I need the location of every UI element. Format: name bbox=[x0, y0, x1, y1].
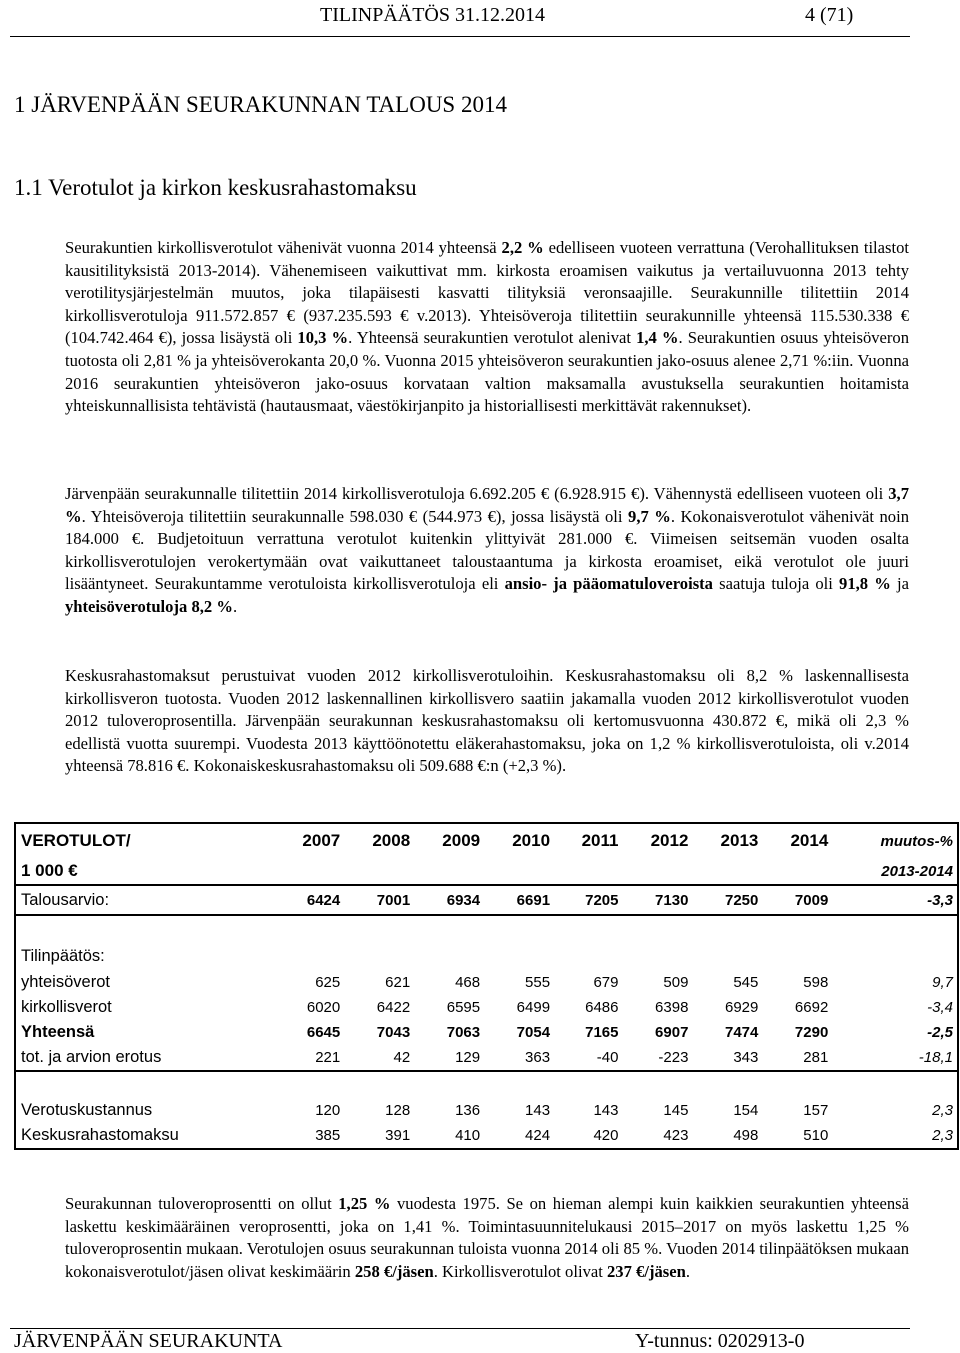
year-header: 2010 bbox=[512, 831, 551, 850]
row-label: yhteisöverot bbox=[21, 973, 110, 991]
cell: 6020 bbox=[306, 999, 341, 1016]
table-row bbox=[15, 995, 958, 1020]
change-header: muutos-% bbox=[880, 832, 953, 850]
year-header: 2007 bbox=[302, 831, 341, 850]
bold-text-run: 258 €/jäsen bbox=[354, 1261, 434, 1281]
cell: 410 bbox=[455, 1127, 481, 1144]
table-spacer bbox=[15, 915, 958, 942]
text-run: . bbox=[232, 596, 238, 616]
cell: 7043 bbox=[376, 1024, 411, 1041]
cell: 679 bbox=[593, 974, 619, 991]
cell: 6398 bbox=[655, 999, 689, 1016]
cell: 7205 bbox=[556, 885, 624, 915]
footer-business-id: Y-tunnus: 0202913-0 bbox=[635, 1330, 805, 1352]
cell: 555 bbox=[525, 974, 551, 991]
bold-text-run: 9,7 % bbox=[628, 506, 671, 526]
cell: 7290 bbox=[794, 1024, 829, 1041]
section-heading: 1.1 Verotulot ja kirkon keskusrahastomaksu bbox=[14, 175, 417, 200]
cell: 128 bbox=[385, 1102, 411, 1119]
cell: 6595 bbox=[446, 999, 481, 1016]
paragraph-tax-revenue-overview bbox=[65, 237, 909, 418]
bold-text-run: 2,2 % bbox=[501, 238, 544, 257]
document-title: TILINPÄÄTÖS 31.12.2014 bbox=[320, 4, 545, 26]
cell: 391 bbox=[385, 1127, 411, 1144]
cell: 6907 bbox=[655, 1024, 689, 1041]
cell: 7063 bbox=[446, 1024, 481, 1041]
change-period: 2013-2014 bbox=[881, 862, 953, 880]
cell: 545 bbox=[733, 974, 759, 991]
year-header: 2011 bbox=[581, 831, 619, 850]
cell: 6934 bbox=[416, 885, 486, 915]
cell: 6499 bbox=[516, 999, 551, 1016]
bold-text-run: 91,8 % bbox=[839, 574, 891, 594]
cell: 363 bbox=[525, 1049, 551, 1066]
table-title: VEROTULOT/ bbox=[21, 831, 131, 850]
text-run: . Yhteisöveroja tilitettiin seurakunnalle 598.030 € (544.973 €), jossa lisäystä oli bbox=[81, 506, 629, 526]
row-label: Tilinpäätös: bbox=[21, 946, 105, 965]
cell: 7165 bbox=[585, 1024, 619, 1041]
text-run: Keskusrahastomaksut perustuivat vuoden 2012 kirkollisverotuloihin. Keskusrahastomaksu oli 8,2 % laskennallisesta kirkollisveron tuotosta. Vuoden 2012 laskennallinen kirkollisvero saatiin jakamalla vuoden 2012 kirkollisverotulot vuoden 2012 tuloveroprosentilla. Järvenpään seurakunnan keskusrahastomaksu oli kertomusvuonna 430.872 €, mikä oli 2,3 % edellistä vuotta suurempi. Vuodesta 2013 käyttöönotettu eläkerahastomaksu, joka on 1,2 % kirkollisverotuloista, oli v.2014 yhteensä 78.816 €. Kokonaiskeskusrahastomaksu oli 509.688 €:n (+2,3 %). bbox=[65, 666, 909, 776]
table-header-row-2 bbox=[15, 858, 958, 885]
table-row bbox=[15, 1123, 958, 1149]
bold-text-run: yhteisöverotuloja 8,2 % bbox=[65, 596, 233, 616]
cell: 42 bbox=[393, 1049, 411, 1066]
cell: 385 bbox=[315, 1127, 341, 1144]
bold-text-run: 1,4 % bbox=[636, 328, 679, 348]
cell: 7009 bbox=[764, 885, 834, 915]
cell: 343 bbox=[733, 1049, 759, 1066]
text-run: Järvenpään seurakunnalle tilitettiin 2014 kirkollisverotuloja 6.692.205 € (6.928.915 €). Vähennystä edelliseen vuoteen oli bbox=[65, 484, 889, 503]
change-cell: 2,3 bbox=[932, 1127, 953, 1144]
page-footer bbox=[10, 1328, 910, 1352]
footer-organization: JÄRVENPÄÄN SEURAKUNTA bbox=[14, 1330, 283, 1352]
cell: -40 bbox=[596, 1049, 619, 1066]
cell: 420 bbox=[593, 1127, 619, 1144]
text-run: Seurakunnan tuloveroprosentti on ollut bbox=[65, 1194, 339, 1213]
cell: 154 bbox=[733, 1102, 759, 1119]
actual-label-row bbox=[15, 942, 958, 970]
year-header: 2014 bbox=[790, 831, 829, 850]
cell: 6424 bbox=[276, 885, 346, 915]
cell: 7054 bbox=[516, 1024, 551, 1041]
cell: 6486 bbox=[585, 999, 619, 1016]
cell: 120 bbox=[315, 1102, 341, 1119]
row-label: tot. ja arvion erotus bbox=[21, 1048, 162, 1066]
bold-text-run: 3,7 % bbox=[65, 484, 909, 526]
text-run: edelliseen vuoteen verrattuna (Verohallituksen tilastot kausitilityksistä 2013-2014). Vähenemiseen vaikuttivat mm. kirkosta eroamisen vaikutus ja vertailuvuonna 2013 tehty verotilitysjärjestelmän muutos, joka tilapäisesti kasvatti tilityksiä veronsaajille. Seurakunnille tilitettiin 2014 kirkollisverotuloja 911.572.857 € (937.235.593 € v.2013). Yhteisöveroja tilitettiin seurakunnille yhteensä 115.530.338 € (104.742.464 €), jossa lisäystä oli bbox=[65, 238, 910, 348]
cell: 7001 bbox=[346, 885, 416, 915]
change-cell: -2,5 bbox=[927, 1024, 953, 1041]
text-run: . Yhteensä seurakuntien verotulot alenivat bbox=[348, 328, 637, 348]
row-label: Verotuskustannus bbox=[21, 1101, 153, 1119]
tax-revenue-table bbox=[14, 822, 959, 1150]
budget-row bbox=[15, 885, 958, 915]
page-number: 4 (71) bbox=[805, 4, 854, 26]
table-row-total bbox=[15, 1020, 958, 1045]
cell: 157 bbox=[803, 1102, 829, 1119]
year-header: 2009 bbox=[442, 831, 481, 850]
table-spacer bbox=[15, 1071, 958, 1098]
row-label: Yhteensä bbox=[21, 1023, 95, 1041]
text-run: . Kokonaisverotulot vähenivät noin 184.000 €. Budjetoituun verrattuna verotulot kuitenkin ylittyivät 281.000 €. Viimeisen seitsemän vuoden osalta kirkollisverotulojen verokertymään ovat vaikuttaneet taloustaantuma ja kirkosta eroamiset, eikä verotulot ole juuri lisääntyneet. Seurakuntamme verotuloista kirkollisverotuloja eli bbox=[65, 506, 909, 594]
text-run: vuodesta 1975. Se on hieman alempi kuin kaikkien seurakuntien yhteensä laskettu keskimääräinen veroprosentti, joka on 1,41 %. Toimintasuunnitelukausi 2015–2017 on myös laskettu 1,25 % tuloveroprosentin mukaan. Verotulojen osuus seurakunnan tuloista vuonna 2014 oli 85 %. Vuoden 2014 tilinpäätöksen mukaan kokonaisverotulot/jäsen olivat keskimäärin bbox=[65, 1194, 910, 1281]
cell: 510 bbox=[803, 1127, 829, 1144]
cell: 281 bbox=[803, 1049, 829, 1066]
cell: 136 bbox=[455, 1102, 481, 1119]
change-cell: -3,3 bbox=[834, 885, 958, 915]
main-heading: 1 JÄRVENPÄÄN SEURAKUNNAN TALOUS 2014 bbox=[14, 92, 507, 117]
text-run: ja bbox=[890, 574, 910, 594]
year-header: 2012 bbox=[650, 831, 689, 850]
cell: 143 bbox=[593, 1102, 619, 1119]
paragraph-central-fund-fee bbox=[65, 665, 909, 778]
table-unit: 1 000 € bbox=[21, 861, 78, 880]
cell: 498 bbox=[733, 1127, 759, 1144]
bold-text-run: 237 €/jäsen bbox=[607, 1261, 686, 1281]
row-label: Keskusrahastomaksu bbox=[21, 1126, 179, 1144]
paragraph-jarvenpaa-tax-revenue bbox=[65, 483, 909, 619]
cell: 6691 bbox=[486, 885, 556, 915]
change-cell: -18,1 bbox=[918, 1049, 953, 1066]
change-cell: -3,4 bbox=[927, 999, 953, 1016]
row-label: Talousarvio: bbox=[15, 885, 276, 915]
bold-text-run: 10,3 % bbox=[297, 328, 349, 348]
cell: 7250 bbox=[694, 885, 764, 915]
cell: -223 bbox=[658, 1049, 689, 1066]
cell: 6422 bbox=[376, 999, 411, 1016]
change-cell: 9,7 bbox=[932, 974, 953, 991]
cell: 129 bbox=[455, 1049, 481, 1066]
cell: 625 bbox=[315, 974, 341, 991]
year-header: 2013 bbox=[720, 831, 759, 850]
cell: 143 bbox=[525, 1102, 551, 1119]
text-run: . Seurakuntien osuus yhteisöveron tuotosta oli 2,81 % ja yhteisöverokanta 20,0 %. Vuonna 2015 yhteisöveron seurakuntien jako-osuus alenee 2,71 %:iin. Vuonna 2016 seurakuntien yhteisöveron jako-osuus korvataan valtion maksamalla avustuksella seurakuntien hoitamista yhteiskunnallisista tehtävistä (hautausmaat, väestökirjanpito ja historiallisesti merkittävät rakennukset). bbox=[65, 328, 910, 416]
cell: 424 bbox=[525, 1127, 551, 1144]
cell: 509 bbox=[663, 974, 689, 991]
cell: 468 bbox=[455, 974, 481, 991]
cell: 221 bbox=[315, 1049, 341, 1066]
cell: 621 bbox=[385, 974, 411, 991]
text-run: . bbox=[685, 1261, 690, 1281]
text-run: . Kirkollisverotulot olivat bbox=[433, 1261, 607, 1281]
text-run: saatuja tuloja oli bbox=[712, 574, 840, 594]
cell: 598 bbox=[803, 974, 829, 991]
cell: 6645 bbox=[306, 1024, 341, 1041]
cell: 145 bbox=[663, 1102, 689, 1119]
cell: 7130 bbox=[624, 885, 694, 915]
bold-text-run: 1,25 % bbox=[338, 1194, 391, 1213]
table-header-row bbox=[15, 823, 958, 858]
year-header: 2008 bbox=[372, 831, 411, 850]
bold-text-run: ansio- ja pääomatuloveroista bbox=[504, 574, 713, 594]
text-run: Seurakuntien kirkollisverotulot vähenivät vuonna 2014 yhteensä bbox=[65, 238, 502, 257]
page-header bbox=[10, 0, 910, 37]
cell: 423 bbox=[663, 1127, 689, 1144]
change-cell: 2,3 bbox=[932, 1102, 953, 1119]
cell: 6929 bbox=[724, 999, 759, 1016]
paragraph-tax-rate bbox=[65, 1193, 909, 1283]
table-row bbox=[15, 1045, 958, 1071]
row-label: kirkollisverot bbox=[21, 998, 112, 1016]
cell: 6692 bbox=[794, 999, 829, 1016]
table-row bbox=[15, 970, 958, 995]
cell: 7474 bbox=[724, 1024, 759, 1041]
table-row bbox=[15, 1098, 958, 1123]
